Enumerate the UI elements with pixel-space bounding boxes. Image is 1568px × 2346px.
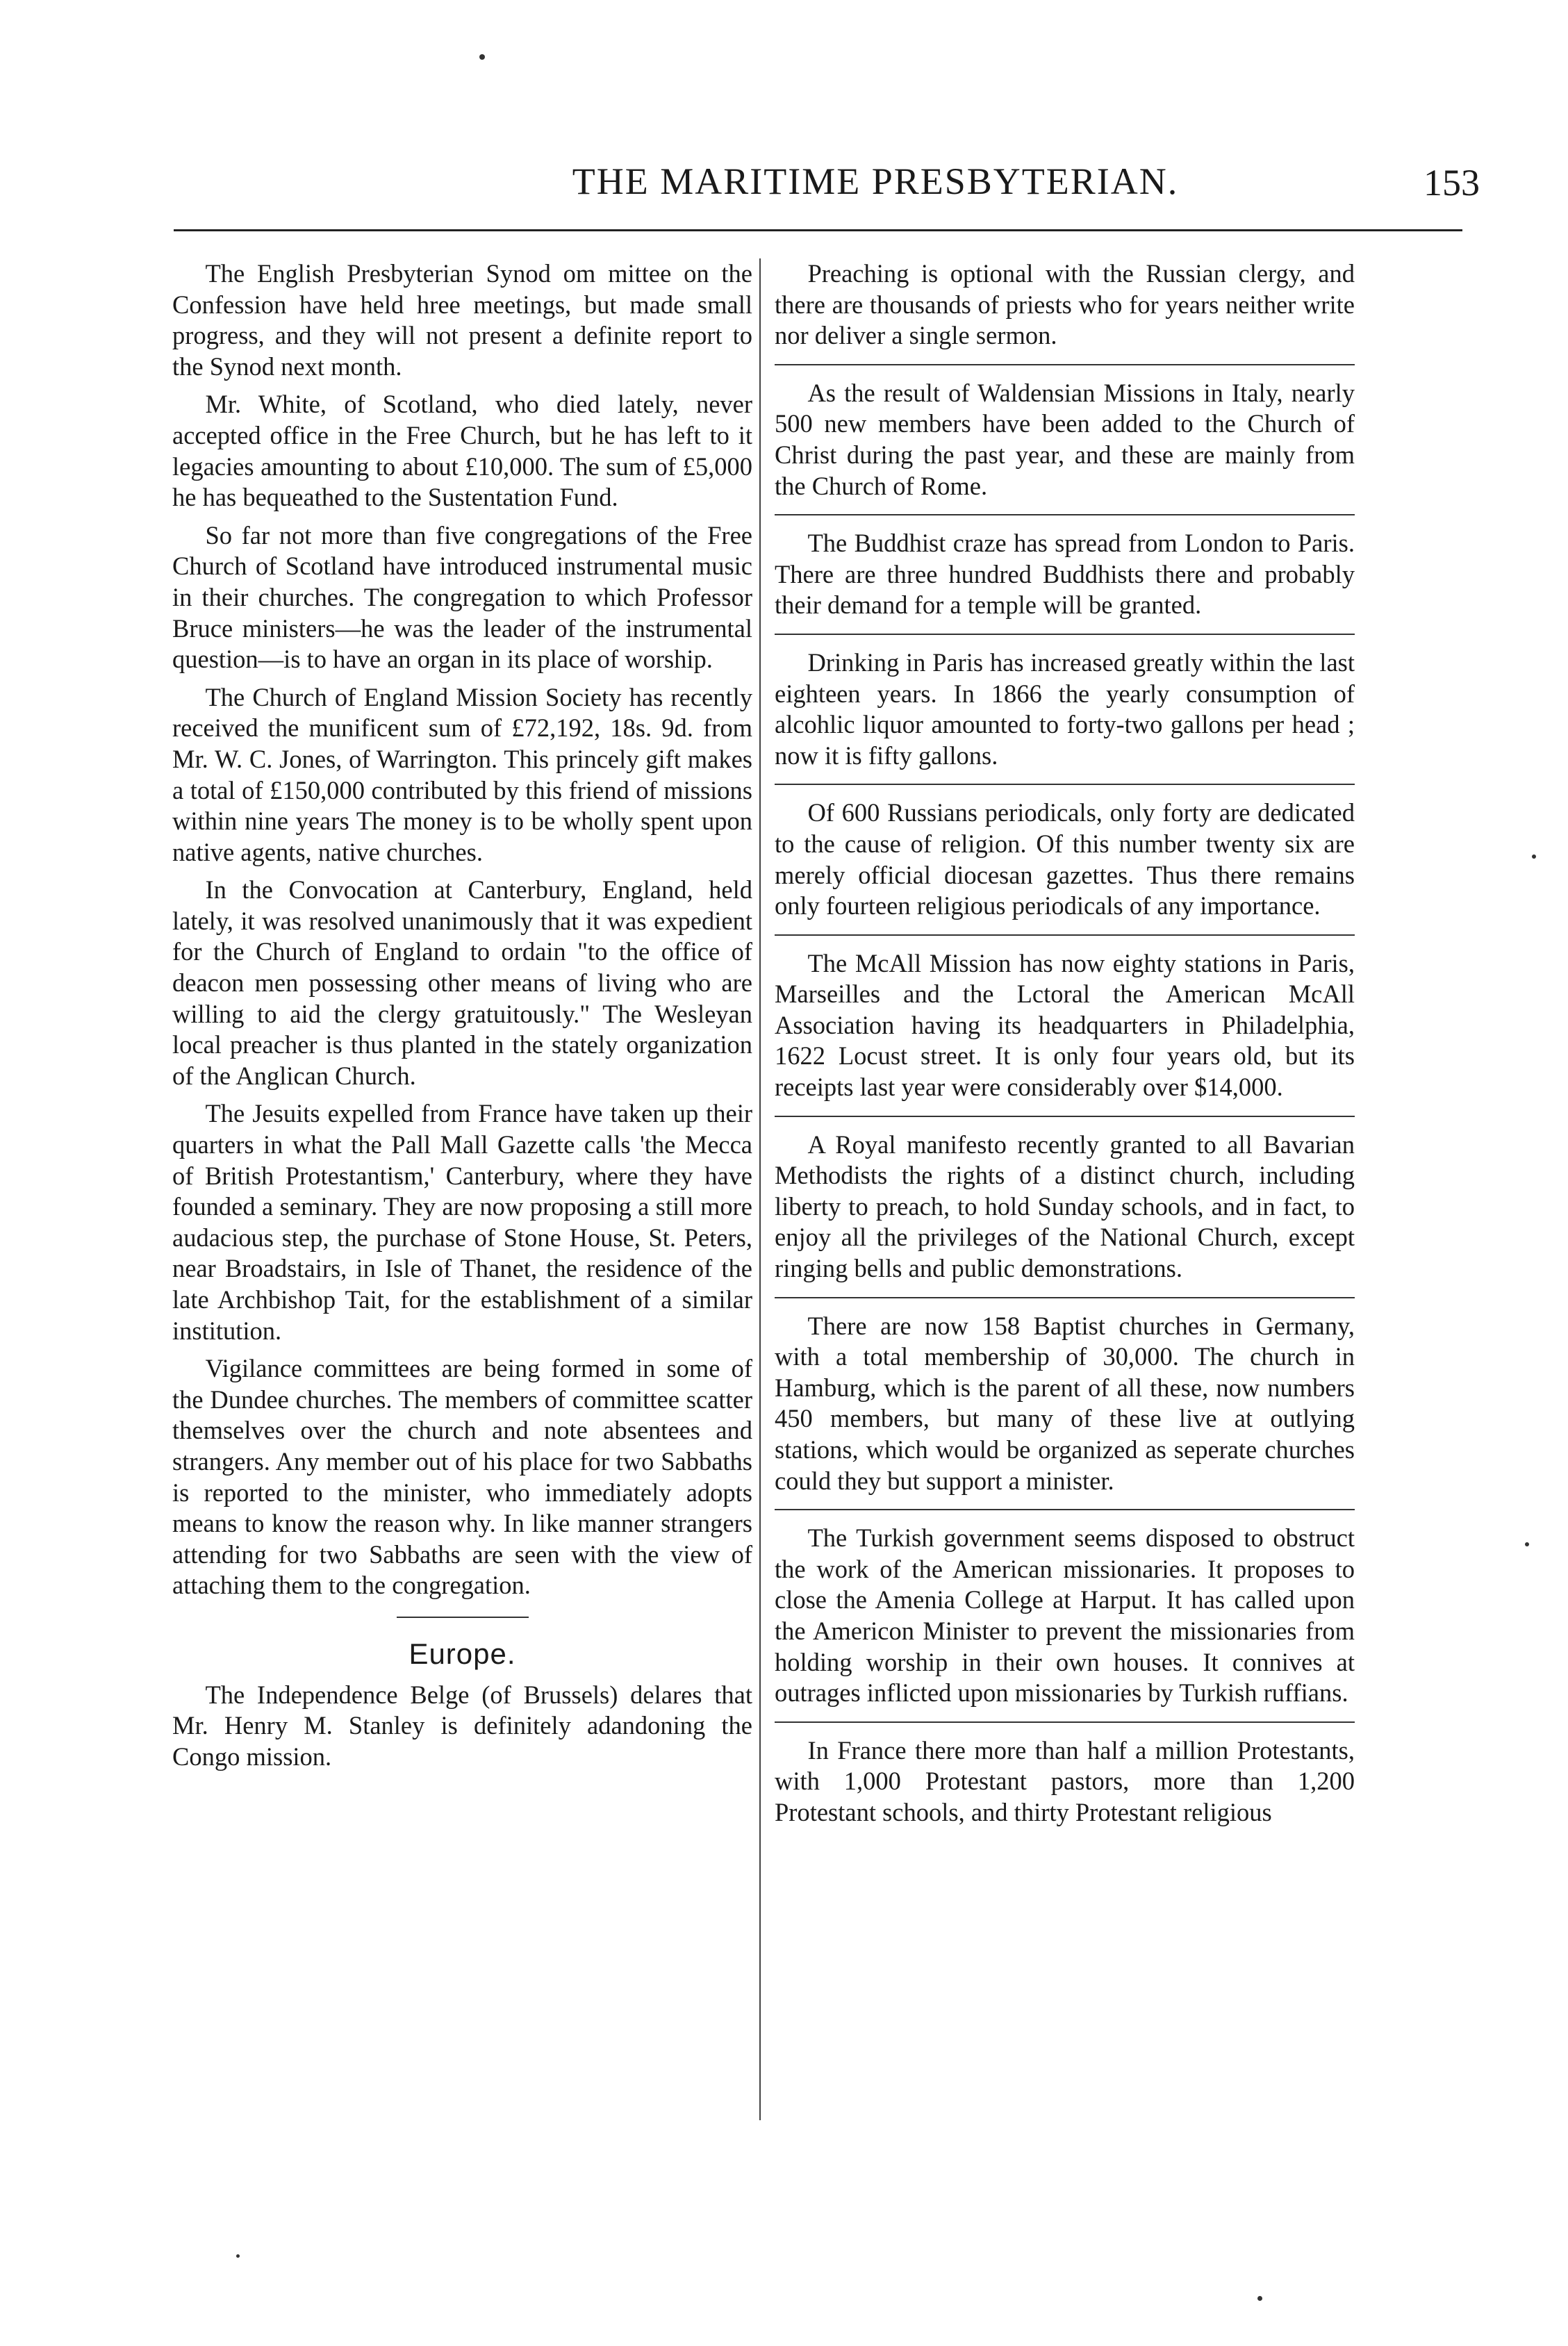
scan-speck	[479, 54, 485, 60]
scan-speck	[1532, 854, 1536, 859]
news-paragraph: Drinking in Paris has increased greatly within the last eighteen years. In 1866 the yearly consumption of alcohlic liquor amounted to forty-two gallons per head ; now it is fifty gallons.	[775, 647, 1355, 770]
news-paragraph: The English Presbyterian Synod om mittee on the Confession have held hree meetings, but made small progress, and they will not present a definite report to the Synod next month.	[172, 259, 752, 381]
news-paragraph: Preaching is optional with the Russian clergy, and there are thousands of priests who for years neither write nor deliver a single sermon.	[775, 259, 1355, 350]
news-paragraph: The Church of England Mission Society has recently received the munificent sum of £72,192, 18s. 9d. from Mr. W. C. Jones, of Warrington. This princely gift makes a total of £150,000 contributed by this friend of missions within nine years The money is to be wholly spent upon native agents, native churches.	[172, 682, 752, 866]
news-paragraph: A Royal manifesto recently granted to all Bavarian Methodists the rights of a distinct church, including liberty to preach, to hold Sunday schools, and in fact, to enjoy all the privileges of the National Church, except ringing bells and public demonstrations.	[775, 1130, 1355, 1283]
news-paragraph: Of 600 Russians periodicals, only forty are dedicated to the cause of religion. Of this number twenty six are merely official diocesan gazettes. Thus there remains only fourteen religious periodicals of any importance.	[775, 798, 1355, 920]
news-paragraph: The Jesuits expelled from France have taken up their quarters in what the Pall Mall Gazette calls 'the Mecca of British Protestantism,' Canterbury, where they have founded a seminary. They are now proposing a still more audacious step, the purchase of Stone House, St. Peters, near Broadstairs, in Isle of Thanet, the residence of the late Archbishop Tait, for the establishment of a similar institution.	[172, 1099, 752, 1345]
section-heading-europe: Europe.	[408, 1637, 516, 1670]
news-paragraph: As the result of Waldensian Missions in Italy, nearly 500 new members have been added to the Church of Christ during the past year, and these are mainly from the Church of Rome.	[775, 378, 1355, 500]
paragraph-separator	[775, 934, 1355, 936]
news-paragraph: There are now 158 Baptist churches in Germany, with a total membership of 30,000. The church in Hamburg, which is the parent of all these, now numbers 450 members, but many of these live at outlying stations, which would be organized as seperate churches could they but support a minister.	[775, 1311, 1355, 1495]
paragraph-separator	[775, 1721, 1355, 1723]
scan-speck	[236, 2254, 240, 2258]
news-paragraph: In the Convocation at Canterbury, England, held lately, it was resolved unanimously that it was expedient for the Church of England to ordain "to the office of deacon men possessing other means of living who are willing to aid the clergy gratuitously." The Wesleyan local preacher is thus planted in the stately organization of the Anglican Church.	[172, 875, 752, 1090]
right-column	[775, 258, 1355, 2120]
scan-speck	[1257, 2296, 1262, 2301]
news-paragraph: The McAll Mission has now eighty stations in Paris, Marseilles and the Lctoral the American McAll Association having its headquarters in Philadelphia, 1622 Locust street. It is only four years old, but its receipts last year were considerably over $14,000.	[775, 948, 1355, 1102]
news-paragraph: Mr. White, of Scotland, who died lately, never accepted office in the Free Church, but he has left to it legacies amounting to about £10,000. The sum of £5,000 he has bequeathed to the Sustentation Fund.	[172, 390, 752, 512]
paragraph-separator	[775, 1297, 1355, 1298]
section-rule	[397, 1617, 529, 1618]
page-number: 153	[1423, 162, 1480, 204]
running-head-title: THE MARITIME PRESBYTERIAN.	[572, 160, 1179, 202]
news-paragraph: The Turkish government seems disposed to obstruct the work of the American missionaries. It proposes to close the Amenia College at Harput. It has called upon the Americon Minister to prevent the missionaries from holding worship in their own houses. It connives at outrages inflicted upon missionaries by Turkish ruffians.	[775, 1523, 1355, 1708]
news-paragraph: In France there more than half a million Protestants, with 1,000 Protestant pastors, more than 1,200 Protestant schools, and thirty Protestant religious	[775, 1735, 1355, 1826]
news-paragraph: The Buddhist craze has spread from London to Paris. There are three hundred Buddhists there and probably their demand for a temple will be granted.	[775, 529, 1355, 620]
paragraph-separator	[775, 634, 1355, 635]
paragraph-separator	[775, 514, 1355, 515]
news-paragraph: Vigilance committees are being formed in some of the Dundee churches. The members of committee scatter themselves over the church and note absentees and strangers. Any member out of his place for two Sabbaths is reported to the minister, who immediately adopts means to know the reason why. In like manner strangers attending for two Sabbaths are seen with the view of attaching them to the congregation.	[172, 1354, 752, 1600]
column-divider	[759, 258, 761, 2120]
news-paragraph: The Independence Belge (of Brussels) delares that Mr. Henry M. Stanley is definitely adandoning the Congo mission.	[172, 1680, 752, 1771]
paragraph-separator	[775, 1509, 1355, 1510]
left-column	[172, 258, 752, 2120]
paragraph-separator	[775, 364, 1355, 365]
news-paragraph: So far not more than five congregations of the Free Church of Scotland have introduced instrumental music in their churches. The congregation to which Professor Bruce ministers—he was the leader of the instrumental question—is to have an organ in its place of worship.	[172, 520, 752, 674]
scan-speck	[1525, 1542, 1529, 1546]
paragraph-separator	[775, 784, 1355, 785]
header-rule	[174, 229, 1462, 231]
paragraph-separator	[775, 1116, 1355, 1117]
